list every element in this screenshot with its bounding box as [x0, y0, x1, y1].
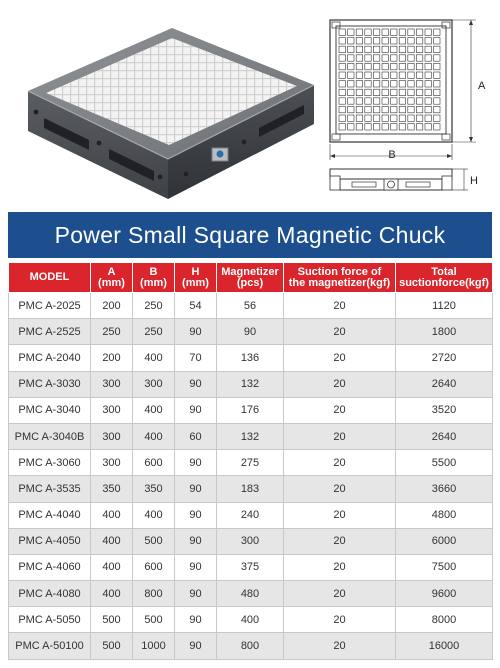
header-a: A (mm) [91, 263, 133, 293]
cell-total-suction: 8000 [396, 607, 493, 633]
cell-total-suction: 5500 [396, 450, 493, 476]
cell-a: 300 [91, 423, 133, 449]
cell-total-suction: 2720 [396, 345, 493, 371]
cell-magnetizer: 240 [217, 502, 284, 528]
cell-b: 500 [133, 528, 175, 554]
cell-a: 350 [91, 476, 133, 502]
cell-h: 90 [175, 528, 217, 554]
cell-magnetizer: 375 [217, 554, 284, 580]
cell-h: 90 [175, 371, 217, 397]
dimension-a-label: A [478, 80, 486, 92]
cell-total-suction: 7500 [396, 554, 493, 580]
cell-magnetizer: 275 [217, 450, 284, 476]
cell-suction-force: 20 [284, 345, 396, 371]
cell-suction-force: 20 [284, 633, 396, 659]
cell-suction-force: 20 [284, 371, 396, 397]
cell-h: 90 [175, 397, 217, 423]
cell-a: 300 [91, 371, 133, 397]
cell-suction-force: 20 [284, 476, 396, 502]
cell-suction-force: 20 [284, 502, 396, 528]
table-row [9, 371, 493, 397]
cell-b: 400 [133, 397, 175, 423]
cell-model: PMC A-4040 [9, 502, 91, 528]
cell-suction-force: 20 [284, 319, 396, 345]
cell-model: PMC A-50100 [9, 633, 91, 659]
cell-model: PMC A-2040 [9, 345, 91, 371]
cell-suction-force: 20 [284, 581, 396, 607]
header-model: MODEL [9, 263, 91, 293]
magnetic-chuck-photo [14, 14, 319, 199]
cell-h: 90 [175, 554, 217, 580]
table-row [9, 581, 493, 607]
table-row [9, 607, 493, 633]
table-row [9, 502, 493, 528]
cell-model: PMC A-3040 [9, 397, 91, 423]
cell-h: 54 [175, 293, 217, 319]
table-row [9, 633, 493, 659]
cell-a: 500 [91, 633, 133, 659]
cell-model: PMC A-2525 [9, 319, 91, 345]
cell-suction-force: 20 [284, 293, 396, 319]
cell-a: 200 [91, 293, 133, 319]
product-images [0, 0, 500, 208]
dimension-drawing [326, 14, 492, 202]
table-row [9, 397, 493, 423]
cell-model: PMC A-4050 [9, 528, 91, 554]
cell-suction-force: 20 [284, 423, 396, 449]
cell-a: 400 [91, 554, 133, 580]
cell-h: 60 [175, 423, 217, 449]
cell-h: 90 [175, 319, 217, 345]
cell-total-suction: 16000 [396, 633, 493, 659]
header-b: B (mm) [133, 263, 175, 293]
cell-magnetizer: 176 [217, 397, 284, 423]
cell-h: 90 [175, 476, 217, 502]
cell-magnetizer: 136 [217, 345, 284, 371]
table-row [9, 423, 493, 449]
table-row [9, 528, 493, 554]
cell-b: 600 [133, 450, 175, 476]
cell-model: PMC A-5050 [9, 607, 91, 633]
cell-model: PMC A-3060 [9, 450, 91, 476]
cell-h: 90 [175, 633, 217, 659]
spec-table [8, 262, 493, 660]
cell-a: 300 [91, 450, 133, 476]
cell-magnetizer: 90 [217, 319, 284, 345]
cell-a: 500 [91, 607, 133, 633]
cell-model: PMC A-3030 [9, 371, 91, 397]
header-magnetizer: Magnetizer (pcs) [217, 263, 284, 293]
cell-a: 400 [91, 502, 133, 528]
cell-h: 90 [175, 581, 217, 607]
cell-a: 200 [91, 345, 133, 371]
table-row [9, 554, 493, 580]
spec-table-body [9, 293, 493, 660]
dimension-h-label: H [470, 175, 478, 187]
cell-b: 300 [133, 371, 175, 397]
cell-b: 600 [133, 554, 175, 580]
cell-b: 250 [133, 319, 175, 345]
cell-total-suction: 2640 [396, 423, 493, 449]
cell-model: PMC A-2025 [9, 293, 91, 319]
cell-a: 250 [91, 319, 133, 345]
dimension-b-label: B [388, 149, 396, 161]
cell-model: PMC A-3040B [9, 423, 91, 449]
cell-magnetizer: 300 [217, 528, 284, 554]
cell-b: 350 [133, 476, 175, 502]
page-title: Power Small Square Magnetic Chuck [8, 212, 492, 258]
header-suction-force: Suction force of the magnetizer(kgf) [284, 263, 396, 293]
cell-a: 400 [91, 528, 133, 554]
cell-magnetizer: 480 [217, 581, 284, 607]
cell-magnetizer: 400 [217, 607, 284, 633]
cell-total-suction: 3660 [396, 476, 493, 502]
cell-suction-force: 20 [284, 450, 396, 476]
table-row [9, 319, 493, 345]
cell-b: 800 [133, 581, 175, 607]
cell-suction-force: 20 [284, 607, 396, 633]
cell-suction-force: 20 [284, 528, 396, 554]
cell-model: PMC A-4080 [9, 581, 91, 607]
cell-magnetizer: 800 [217, 633, 284, 659]
cell-b: 400 [133, 345, 175, 371]
table-row [9, 476, 493, 502]
cell-magnetizer: 183 [217, 476, 284, 502]
cell-total-suction: 2640 [396, 371, 493, 397]
cell-model: PMC A-4060 [9, 554, 91, 580]
cell-b: 250 [133, 293, 175, 319]
cell-suction-force: 20 [284, 397, 396, 423]
cell-b: 400 [133, 423, 175, 449]
table-row [9, 345, 493, 371]
cell-total-suction: 1800 [396, 319, 493, 345]
table-header-row [9, 263, 493, 293]
spec-table-container [8, 262, 492, 660]
cell-suction-force: 20 [284, 554, 396, 580]
cell-a: 300 [91, 397, 133, 423]
cell-b: 500 [133, 607, 175, 633]
cell-h: 70 [175, 345, 217, 371]
cell-magnetizer: 132 [217, 423, 284, 449]
cell-h: 90 [175, 502, 217, 528]
cell-total-suction: 3520 [396, 397, 493, 423]
header-total-suction: Total suctionforce(kgf) [396, 263, 493, 293]
header-h: H (mm) [175, 263, 217, 293]
cell-total-suction: 9600 [396, 581, 493, 607]
cell-total-suction: 6000 [396, 528, 493, 554]
cell-b: 1000 [133, 633, 175, 659]
cell-h: 90 [175, 607, 217, 633]
cell-total-suction: 4800 [396, 502, 493, 528]
cell-magnetizer: 56 [217, 293, 284, 319]
cell-a: 400 [91, 581, 133, 607]
table-row [9, 450, 493, 476]
cell-b: 400 [133, 502, 175, 528]
cell-magnetizer: 132 [217, 371, 284, 397]
cell-total-suction: 1120 [396, 293, 493, 319]
cell-model: PMC A-3535 [9, 476, 91, 502]
table-row [9, 293, 493, 319]
cell-h: 90 [175, 450, 217, 476]
